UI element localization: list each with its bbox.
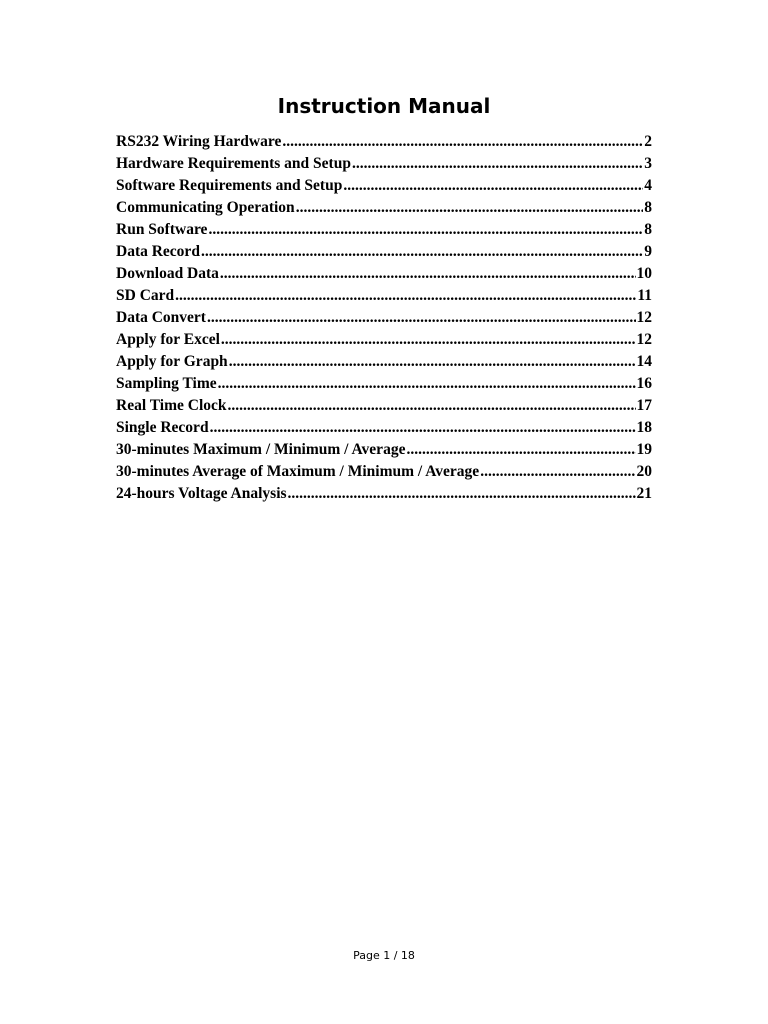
toc-leader (282, 131, 643, 153)
toc-leader (228, 395, 636, 417)
toc-entry (116, 329, 652, 351)
toc-entry-label: 30-minutes Maximum / Minimum / Average (116, 441, 406, 458)
toc-entry-page: 14 (636, 353, 652, 370)
toc-leader (207, 307, 636, 329)
toc-entry-label: RS232 Wiring Hardware (116, 133, 282, 150)
toc-entry-page: 19 (636, 441, 652, 458)
toc-leader (296, 197, 644, 219)
toc-leader (218, 373, 636, 395)
toc-entry-page: 4 (644, 177, 652, 194)
toc-entry (116, 153, 652, 175)
toc-entry (116, 417, 652, 439)
toc-leader (480, 461, 635, 483)
toc-entry (116, 395, 652, 417)
toc-entry (116, 439, 652, 461)
toc-entry-label: Sampling Time (116, 375, 217, 392)
toc-leader (352, 153, 643, 175)
toc-entry-page: 16 (636, 375, 652, 392)
toc-leader (208, 219, 643, 241)
toc-leader (175, 285, 636, 307)
toc-entry (116, 131, 652, 153)
toc-entry-label: Real Time Clock (116, 397, 227, 414)
toc-leader (343, 175, 643, 197)
toc-entry-label: Apply for Graph (116, 353, 228, 370)
toc-entry-page: 12 (636, 331, 652, 348)
toc-entry (116, 483, 652, 505)
toc-entry-label: 30-minutes Average of Maximum / Minimum / Average (116, 463, 480, 480)
toc-entry (116, 241, 652, 263)
toc-entry (116, 285, 652, 307)
toc-entry (116, 263, 652, 285)
toc-leader (288, 483, 636, 505)
toc-entry-page: 21 (636, 485, 652, 502)
toc-entry-label: Data Record (116, 243, 200, 260)
toc-leader (221, 329, 636, 351)
toc-leader (229, 351, 636, 373)
page-footer: Page 1 / 18 (353, 949, 415, 962)
document-title: Instruction Manual (277, 94, 491, 118)
toc-entry-page: 8 (644, 199, 652, 216)
toc-entry (116, 373, 652, 395)
toc-entry-page: 8 (644, 221, 652, 238)
toc-entry (116, 175, 652, 197)
toc-entry-label: Communicating Operation (116, 199, 295, 216)
toc-entry-page: 12 (636, 309, 652, 326)
toc-entry-page: 2 (644, 133, 652, 150)
toc-entry (116, 351, 652, 373)
toc-entry-label: Single Record (116, 419, 209, 436)
toc-leader (406, 439, 635, 461)
toc-leader (210, 417, 636, 439)
toc-leader (220, 263, 636, 285)
toc-entry-label: Software Requirements and Setup (116, 177, 343, 194)
toc-entry-label: Apply for Excel (116, 331, 220, 348)
toc-entry-page: 3 (644, 155, 652, 172)
toc-entry-page: 11 (637, 287, 652, 304)
toc-entry (116, 307, 652, 329)
toc-entry-page: 20 (636, 463, 652, 480)
table-of-contents (116, 131, 652, 505)
toc-entry-page: 17 (636, 397, 652, 414)
toc-entry (116, 219, 652, 241)
toc-entry-page: 18 (636, 419, 652, 436)
toc-entry-label: Run Software (116, 221, 208, 238)
toc-entry-label: 24-hours Voltage Analysis (116, 485, 287, 502)
toc-entry-page: 9 (644, 243, 652, 260)
toc-entry (116, 197, 652, 219)
toc-entry-page: 10 (636, 265, 652, 282)
toc-entry-label: SD Card (116, 287, 175, 304)
toc-entry-label: Download Data (116, 265, 219, 282)
toc-entry-label: Data Convert (116, 309, 206, 326)
toc-leader (201, 241, 643, 263)
toc-entry-label: Hardware Requirements and Setup (116, 155, 351, 172)
toc-entry (116, 461, 652, 483)
